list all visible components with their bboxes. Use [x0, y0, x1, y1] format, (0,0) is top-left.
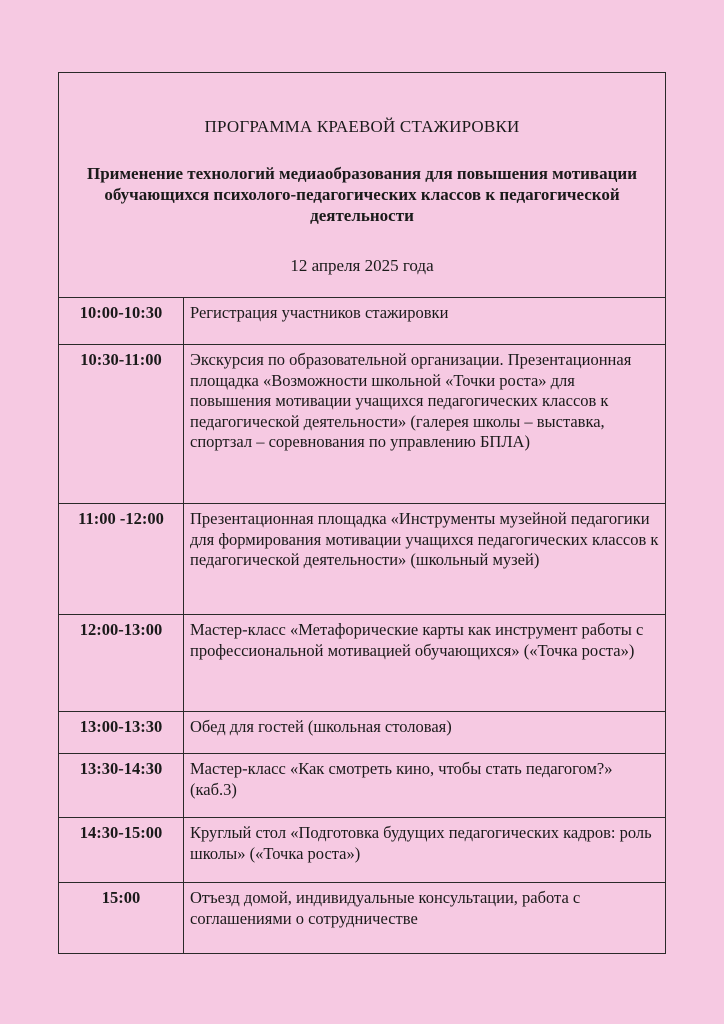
schedule-table — [59, 297, 665, 953]
schedule-time: 12:00-13:00 — [59, 615, 184, 711]
schedule-time: 13:30-14:30 — [59, 754, 184, 817]
program-date: 12 апреля 2025 года — [290, 256, 434, 275]
program-frame — [58, 72, 666, 954]
schedule-time: 10:30-11:00 — [59, 345, 184, 503]
program-header — [59, 73, 665, 297]
schedule-row — [59, 711, 665, 753]
schedule-row — [59, 882, 665, 953]
program-subtitle: Применение технологий медиаобразования для повышения мотивации обучающихся психолого-педагогических классов к педагогической деятельности — [86, 164, 637, 225]
schedule-description: Отъезд домой, индивидуальные консультации, работа с соглашениями о сотрудничестве — [190, 888, 581, 928]
schedule-time: 10:00-10:30 — [59, 298, 184, 344]
schedule-description: Презентационная площадка «Инструменты музейной педагогики для формирования мотивации учащихся педагогических классов к педагогической деятельности» (школьный музей) — [190, 509, 659, 569]
schedule-description: Регистрация участников стажировки — [190, 303, 449, 322]
schedule-row — [59, 817, 665, 882]
page-title: ПРОГРАММА КРАЕВОЙ СТАЖИРОВКИ — [204, 117, 520, 136]
schedule-time: 11:00 -12:00 — [59, 504, 184, 614]
schedule-description: Круглый стол «Подготовка будущих педагогических кадров: роль школы» («Точка роста») — [190, 823, 652, 863]
schedule-row — [59, 297, 665, 344]
schedule-description: Мастер-класс «Как смотреть кино, чтобы стать педагогом?» (каб.3) — [190, 759, 613, 799]
schedule-row — [59, 614, 665, 711]
schedule-row — [59, 344, 665, 503]
schedule-row — [59, 503, 665, 614]
schedule-description: Обед для гостей (школьная столовая) — [190, 717, 452, 736]
schedule-row — [59, 753, 665, 817]
schedule-description: Мастер-класс «Метафорические карты как инструмент работы с профессиональной мотивацией обучающихся» («Точка роста») — [190, 620, 644, 660]
schedule-time: 15:00 — [59, 883, 184, 953]
schedule-time: 13:00-13:30 — [59, 712, 184, 753]
schedule-time: 14:30-15:00 — [59, 818, 184, 882]
schedule-description: Экскурсия по образовательной организации. Презентационная площадка «Возможности школьной «Точки роста» для повышения мотивации учащихся педагогических классов к педагогической деятельности» (галерея школы – выставка, спортзал – соревнования по управлению БПЛА) — [190, 350, 632, 451]
